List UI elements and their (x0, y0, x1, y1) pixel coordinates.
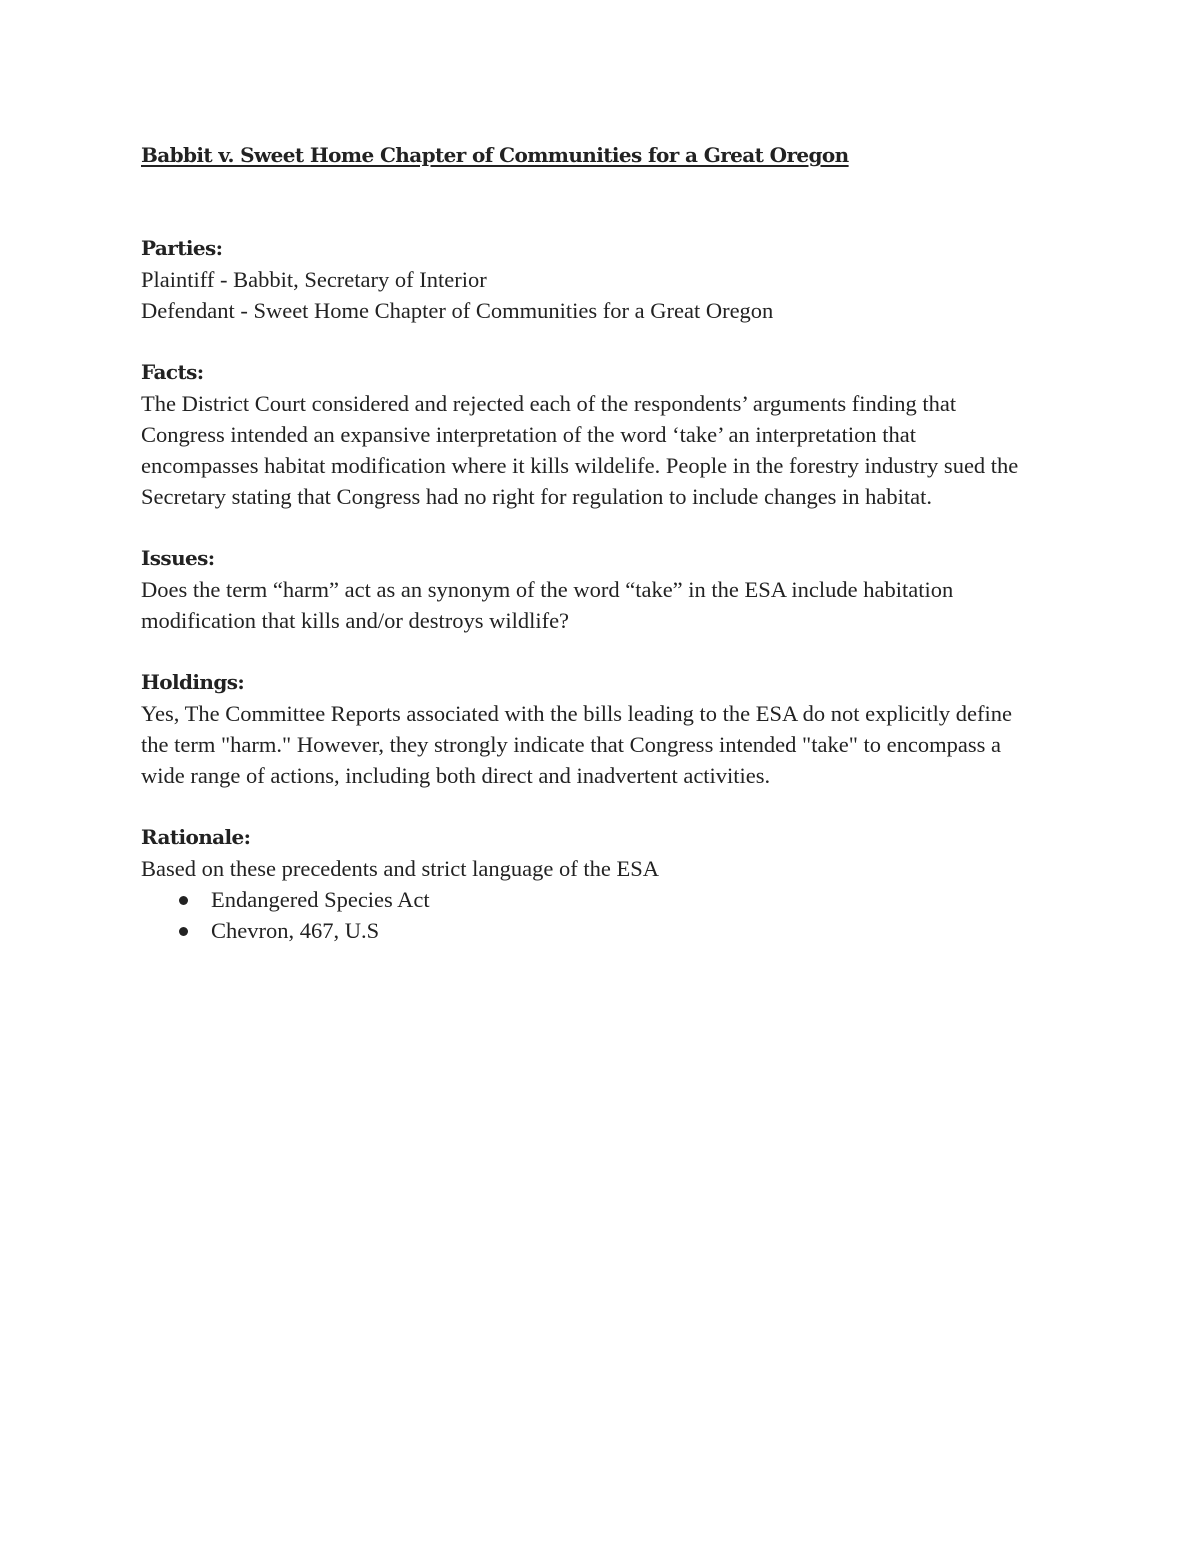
issues-line: Does the term “harm” act as an synonym of the word “take” in the ESA include habitation (141, 577, 954, 602)
spacer (141, 636, 1081, 667)
issues-line: modification that kills and/or destroys wildlife? (141, 608, 570, 633)
issues-heading: Issues: (141, 546, 215, 570)
facts-section (141, 357, 1081, 512)
facts-line: encompasses habitat modification where it kills wildelife. People in the forestry industry sued the (141, 453, 1019, 478)
holdings-line: the term "harm." However, they strongly indicate that Congress intended "take" to encompass a (141, 732, 1001, 757)
holdings-section (141, 667, 1081, 791)
rationale-line: Based on these precedents and strict language of the ESA (141, 856, 659, 881)
rationale-bullet-list (141, 884, 1081, 946)
document-title: Babbit v. Sweet Home Chapter of Communities for a Great Oregon (141, 143, 849, 167)
spacer (141, 791, 1081, 822)
issues-section (141, 543, 1081, 636)
plaintiff-line: Plaintiff - Babbit, Secretary of Interior (141, 267, 487, 292)
parties-heading: Parties: (141, 236, 223, 260)
holdings-line: wide range of actions, including both direct and inadvertent activities. (141, 763, 771, 788)
document-page (141, 140, 1081, 946)
holdings-heading: Holdings: (141, 670, 245, 694)
parties-section (141, 233, 1081, 326)
defendant-line: Defendant - Sweet Home Chapter of Communities for a Great Oregon (141, 298, 774, 323)
spacer (141, 326, 1081, 357)
list-item (141, 884, 1081, 915)
list-item-text: Chevron, 467, U.S (211, 918, 380, 943)
list-item (141, 915, 1081, 946)
list-item-text: Endangered Species Act (211, 887, 430, 912)
facts-line: Secretary stating that Congress had no right for regulation to include changes in habitat. (141, 484, 933, 509)
bullet-icon (179, 896, 188, 905)
facts-heading: Facts: (141, 360, 204, 384)
holdings-line: Yes, The Committee Reports associated with the bills leading to the ESA do not explicitly define (141, 701, 1012, 726)
spacer (141, 171, 1081, 233)
rationale-heading: Rationale: (141, 825, 251, 849)
facts-line: Congress intended an expansive interpretation of the word ‘take’ an interpretation that (141, 422, 916, 447)
spacer (141, 512, 1081, 543)
bullet-icon (179, 927, 188, 936)
facts-line: The District Court considered and rejected each of the respondents’ arguments finding that (141, 391, 957, 416)
rationale-section (141, 822, 1081, 946)
